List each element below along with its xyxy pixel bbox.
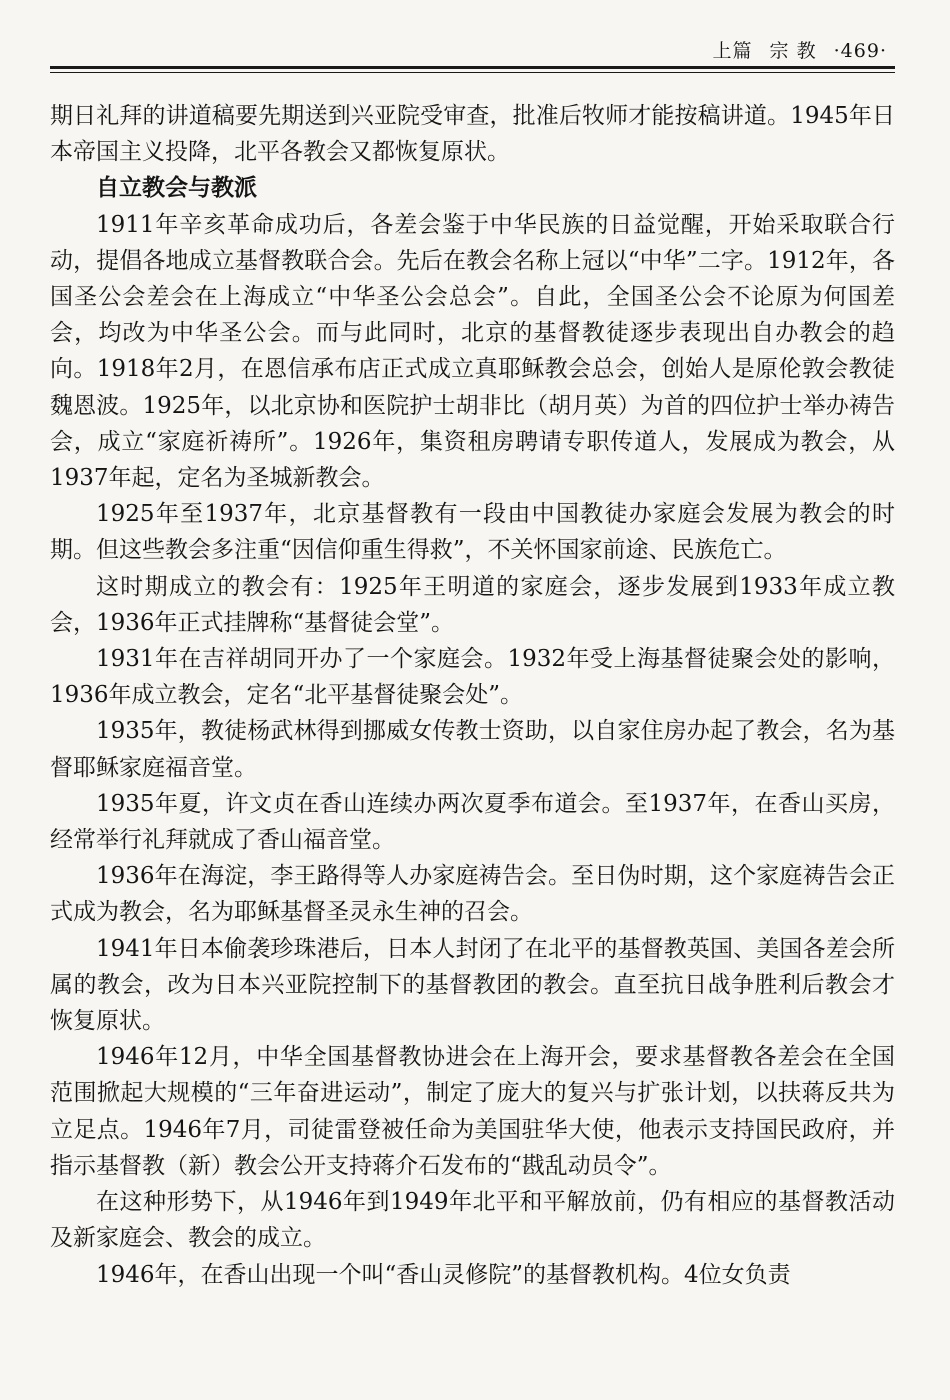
page-body: [50, 98, 895, 1293]
paragraph: 在这种形势下，从1946年到1949年北平和平解放前，仍有相应的基督教活动及新家庭会、教会的成立。: [50, 1189, 895, 1252]
section-heading: 自立教会与教派: [96, 174, 257, 202]
section-label: 上篇: [712, 40, 753, 62]
chapter-label: 宗 教: [769, 40, 817, 62]
paragraph: 1946年12月，中华全国基督教协进会在上海开会，要求基督教各差会在全国范围掀起大规模的“三年奋进运动”，制定了庞大的复兴与扩张计划，以扶蒋反共为立足点。1946年7月，司徒雷登被任命为美国驻华大使，他表示支持国民政府，并指示基督教（新）教会公开支持蒋介石发布的“戡乱动员令”。: [50, 1044, 895, 1179]
running-head: [702, 36, 887, 63]
page-number: ·469·: [833, 40, 887, 62]
paragraph: 1935年夏，许文贞在香山连续办两次夏季布道会。至1937年，在香山买房，经常举行礼拜就成了香山福音堂。: [50, 790, 895, 854]
paragraph: 1911年辛亥革命成功后，各差会鉴于中华民族的日益觉醒，开始采取联合行动，提倡各地成立基督教联合会。先后在教会名称上冠以“中华”二字。1912年，各国圣公会差会在上海成立“中华圣公会总会”。自此，全国圣公会不论原为何国差会，均改为中华圣公会。而与此同时，北京的基督教徒逐步表现出自办教会的趋向。1918年2月，在恩信承布店正式成立真耶稣教会总会，创始人是原伦敦会教徒魏恩波。1925年，以北京协和医院护士胡非比（胡月英）为首的四位护士举办祷告会，成立“家庭祈祷所”。1926年，集资租房聘请专职传道人，发展成为教会，从1937年起，定名为圣城新教会。: [50, 211, 895, 492]
paragraph: 这时期成立的教会有：1925年王明道的家庭会，逐步发展到1933年成立教会，1936年正式挂牌称“基督徒会堂”。: [50, 573, 895, 636]
header-rule-thin: [50, 72, 895, 73]
paragraph: 1941年日本偷袭珍珠港后，日本人封闭了在北平的基督教英国、美国各差会所属的教会，改为日本兴亚院控制下的基督教团的教会。直至抗日战争胜利后教会才恢复原状。: [50, 935, 895, 1035]
paragraph: 1946年，在香山出现一个叫“香山灵修院”的基督教机构。4位女负责: [96, 1261, 791, 1288]
paragraph: 1935年，教徒杨武林得到挪威女传教士资助，以自家住房办起了教会，名为基督耶稣家庭福音堂。: [50, 718, 895, 781]
paragraph: 1936年在海淀，李王路得等人办家庭祷告会。至日伪时期，这个家庭祷告会正式成为教会，名为耶稣基督圣灵永生神的召会。: [50, 863, 895, 926]
page-header: [50, 34, 895, 62]
paragraph: 1925年至1937年，北京基督教有一段由中国教徒办家庭会发展为教会的时期。但这些教会多注重“因信仰重生得救”，不关怀国家前途、民族危亡。: [50, 501, 895, 564]
paragraph: 1931年在吉祥胡同开办了一个家庭会。1932年受上海基督徒聚会处的影响，1936年成立教会，定名“北平基督徒聚会处”。: [50, 646, 895, 709]
header-rule-thick: [50, 66, 895, 69]
paragraph: 期日礼拜的讲道稿要先期送到兴亚院受审查，批准后牧师才能按稿讲道。1945年日本帝国主义投降，北平各教会又都恢复原状。: [50, 103, 895, 166]
